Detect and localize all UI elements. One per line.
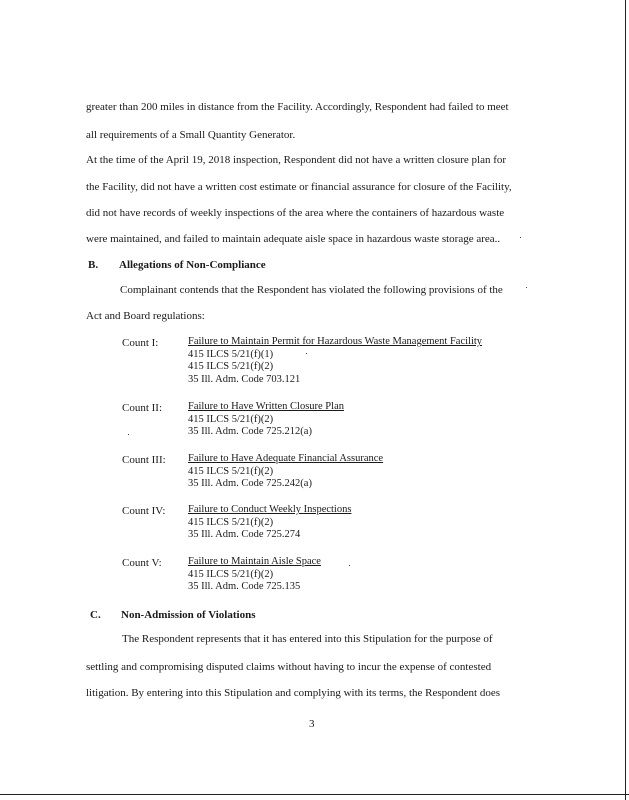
section-c-title: Non-Admission of Violations xyxy=(121,609,256,621)
count-1-citation-1: 415 ILCS 5/21(f)(1) xyxy=(188,348,274,360)
count-4-citation-2: 35 Ill. Adm. Code 725.274 xyxy=(188,529,301,540)
page-edge-right xyxy=(625,0,626,800)
count-2-body xyxy=(188,401,344,439)
count-4-title: Failure to Conduct Weekly Inspections xyxy=(188,504,352,515)
count-5-label: Count V: xyxy=(122,557,162,569)
section-b-letter: B. xyxy=(88,259,99,271)
paragraph-1-line-1: greater than 200 miles in distance from the Facility. Accordingly, Respondent had failed to meet xyxy=(86,101,509,113)
count-1-citation-3: 35 Ill. Adm. Code 703.121 xyxy=(188,373,301,385)
page-edge-bottom xyxy=(0,794,629,795)
count-4-body xyxy=(188,504,351,542)
count-5-citation-1: 415 ILCS 5/21(f)(2) xyxy=(188,568,274,580)
count-2-title: Failure to Have Written Closure Plan xyxy=(188,401,344,412)
count-3-label: Count III: xyxy=(122,454,166,466)
section-c-line-3: litigation. By entering into this Stipulation and complying with its terms, the Respondent does xyxy=(86,687,500,699)
count-3-body xyxy=(188,453,383,491)
count-5-title: Failure to Maintain Aisle Space xyxy=(188,556,321,567)
count-4-citation-1: 415 ILCS 5/21(f)(2) xyxy=(188,516,274,528)
count-5-body xyxy=(188,556,321,594)
paragraph-2-line-4: were maintained, and failed to maintain adequate aisle space in hazardous waste storage area.. xyxy=(86,233,501,245)
count-2-citation-1: 415 ILCS 5/21(f)(2) xyxy=(188,413,274,425)
count-1-citation-2: 415 ILCS 5/21(f)(2) xyxy=(188,361,274,372)
section-b-intro-line-1: Complainant contends that the Respondent has violated the following provisions of the xyxy=(120,284,503,296)
count-2-label: Count II: xyxy=(122,402,163,414)
paragraph-2-line-2: the Facility, did not have a written cost estimate or financial assurance for closure of the Facility, xyxy=(86,181,512,193)
count-1-label: Count I: xyxy=(122,337,159,349)
section-c-letter: C. xyxy=(90,609,101,621)
paragraph-2-line-1: At the time of the April 19, 2018 inspection, Respondent did not have a written closure plan for xyxy=(86,154,507,166)
section-b-intro-line-2: Act and Board regulations: xyxy=(86,310,205,322)
count-2-citation-2: 35 Ill. Adm. Code 725.212(a) xyxy=(188,426,312,437)
count-3-citation-2: 35 Ill. Adm. Code 725.242(a) xyxy=(188,478,312,489)
section-c-line-2: settling and compromising disputed claims without having to incur the expense of contested xyxy=(86,661,492,673)
section-b-title: Allegations of Non-Compliance xyxy=(119,259,266,271)
paragraph-1-line-2: all requirements of a Small Quantity Generator. xyxy=(86,129,296,141)
count-4-label: Count IV: xyxy=(122,505,166,517)
count-5-citation-2: 35 Ill. Adm. Code 725.135 xyxy=(188,581,301,592)
paragraph-2-line-3: did not have records of weekly inspections of the area where the containers of hazardous waste xyxy=(86,207,505,219)
page-number: 3 xyxy=(309,718,315,730)
scan-speck xyxy=(520,237,521,238)
scan-speck xyxy=(128,434,129,435)
count-1-body xyxy=(188,336,482,386)
count-1-title: Failure to Maintain Permit for Hazardous Waste Management Facility xyxy=(188,336,483,347)
count-3-title: Failure to Have Adequate Financial Assurance xyxy=(188,453,384,464)
scan-speck xyxy=(526,287,527,288)
section-c-line-1: The Respondent represents that it has entered into this Stipulation for the purpose of xyxy=(122,633,493,645)
scan-speck xyxy=(349,565,350,566)
scan-speck xyxy=(306,353,307,354)
count-3-citation-1: 415 ILCS 5/21(f)(2) xyxy=(188,465,274,477)
